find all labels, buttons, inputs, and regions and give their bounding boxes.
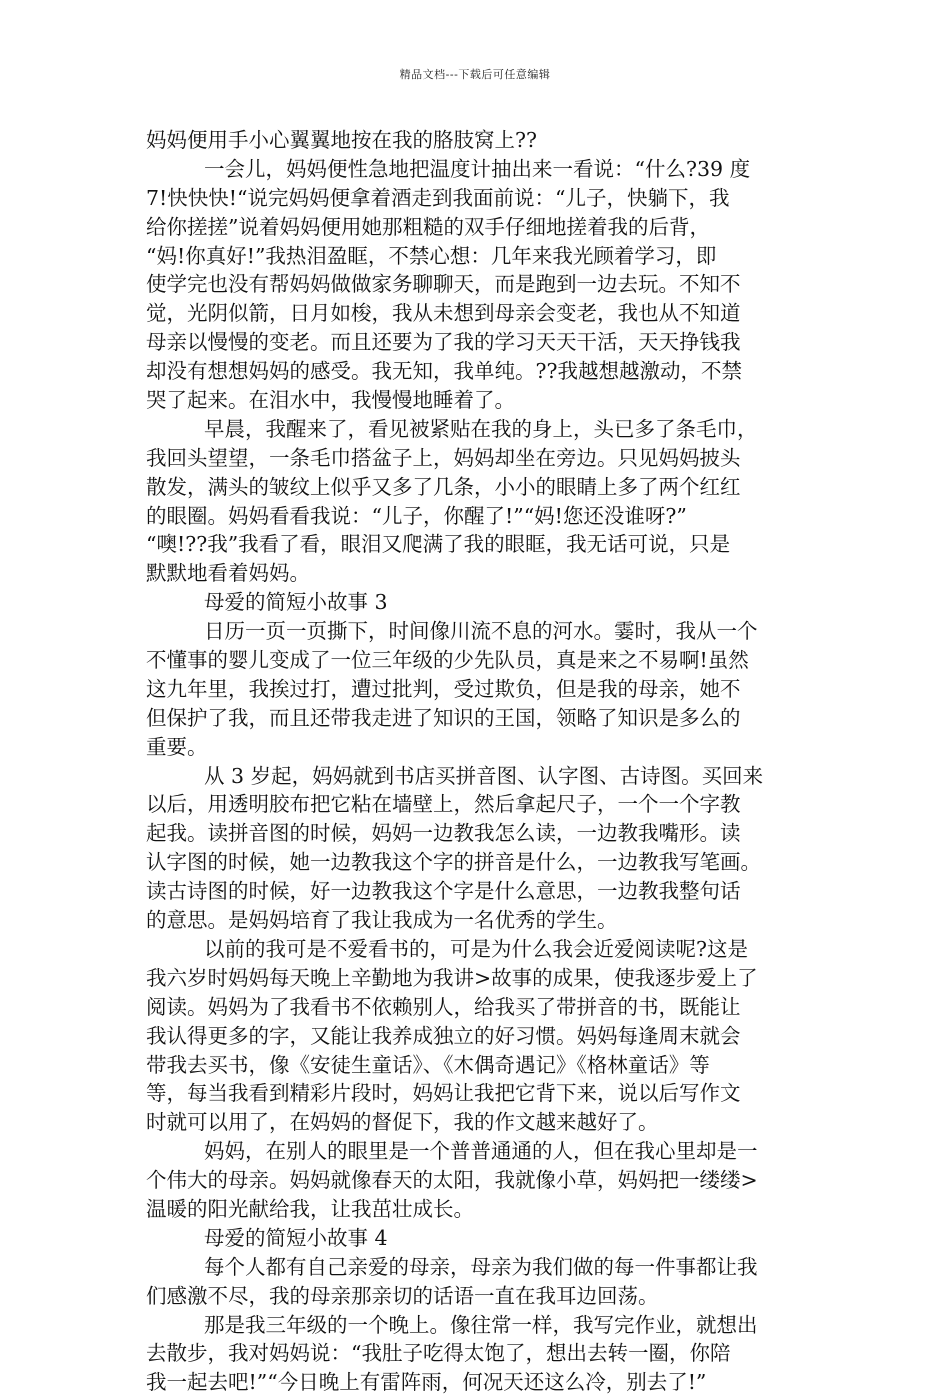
text-line: 觉，光阴似箭，日月如梭，我从未想到母亲会变老，我也从不知道	[146, 301, 741, 326]
text-line: 却没有想想妈妈的感受。我无知，我单纯。??我越想越激动，不禁	[146, 359, 742, 384]
text-line: 7!快快快!“说完妈妈便拿着酒走到我面前说：“儿子，快躺下，我	[146, 185, 730, 210]
text-line: 我六岁时妈妈每天晚上辛勤地为我讲>故事的成果，使我逐步爱上了	[146, 965, 758, 990]
text-line: 使学完也没有帮妈妈做做家务聊聊天，而是跑到一边去玩。不知不	[146, 272, 741, 297]
text-line: 给你搓搓”说着妈妈便用她那粗糙的双手仔细地搓着我的后背，	[146, 214, 710, 239]
document-body	[146, 126, 806, 1397]
text-line: 这九年里，我挨过打，遭过批判，受过欺负，但是我的母亲，她不	[146, 676, 741, 701]
text-line: 早晨，我醒来了，看见被紧贴在我的身上，头已多了条毛巾，	[204, 416, 758, 441]
text-line: 母亲以慢慢的变老。而且还要为了我的学习天天干活，天天挣钱我	[146, 330, 741, 355]
text-line: 起我。读拼音图的时候，妈妈一边教我怎么读，一边教我嘴形。读	[146, 821, 741, 846]
text-line: 个伟大的母亲。妈妈就像春天的太阳，我就像小草，妈妈把一缕缕>	[146, 1168, 758, 1193]
text-line: “噢!??我”我看了看，眼泪又爬满了我的眼眶，我无话可说，只是	[146, 532, 731, 557]
text-line: 母爱的简短小故事 4	[204, 1225, 388, 1250]
text-line: 那是我三年级的一个晚上。像往常一样，我写完作业，就想出	[204, 1312, 758, 1337]
page-header: 精品文档---下载后可任意编辑	[399, 68, 551, 81]
text-line: 温暖的阳光献给我，让我茁壮成长。	[146, 1196, 474, 1221]
text-line: 但保护了我，而且还带我走进了知识的王国，领略了知识是多么的	[146, 705, 741, 730]
text-line: 默默地看着妈妈。	[146, 561, 310, 586]
text-line: “妈!你真好!”我热泪盈眶，不禁心想：几年来我光顾着学习，即	[146, 243, 717, 268]
text-line: 一会儿，妈妈便性急地把温度计抽出来一看说：“什么?39 度	[204, 156, 751, 181]
text-line: 时就可以用了，在妈妈的督促下，我的作文越来越好了。	[146, 1110, 659, 1135]
text-line: 我一起去吧!”“今日晚上有雷阵雨，何况天还这么冷，别去了!”	[146, 1370, 707, 1395]
text-line: 们感激不尽，我的母亲那亲切的话语一直在我耳边回荡。	[146, 1283, 659, 1308]
text-line: 等，每当我看到精彩片段时，妈妈让我把它背下来，说以后写作文	[146, 1081, 741, 1106]
text-line: 去散步，我对妈妈说：“我肚子吃得太饱了，想出去转一圈，你陪	[146, 1341, 731, 1366]
text-line: 母爱的简短小故事 3	[204, 590, 388, 615]
text-line: 散发，满头的皱纹上似乎又多了几条，小小的眼睛上多了两个红红	[146, 474, 741, 499]
text-line: 日历一页一页撕下，时间像川流不息的河水。霎时，我从一个	[204, 619, 758, 644]
text-line: 妈妈，在别人的眼里是一个普普通通的人，但在我心里却是一	[204, 1139, 758, 1164]
text-line: 读古诗图的时候，好一边教我这个字是什么意思，一边教我整句话	[146, 879, 741, 904]
text-line: 妈妈便用手小心翼翼地按在我的胳肢窝上??	[146, 128, 537, 152]
text-line: 从 3 岁起，妈妈就到书店买拼音图、认字图、古诗图。买回来	[204, 763, 764, 788]
text-line: 每个人都有自己亲爱的母亲，母亲为我们做的每一件事都让我	[204, 1254, 758, 1279]
text-line: 阅读。妈妈为了我看书不依赖别人，给我买了带拼音的书，既能让	[146, 994, 741, 1019]
text-line: 以前的我可是不爱看书的，可是为什么我会近爱阅读呢?这是	[204, 936, 748, 961]
text-line: 的眼圈。妈妈看看我说：“儿子，你醒了!”“妈!您还没谁呀?”	[146, 503, 687, 528]
text-line: 带我去买书，像《安徒生童话》、《木偶奇遇记》《格林童话》等	[146, 1052, 710, 1077]
text-line: 认字图的时候，她一边教我这个字的拼音是什么，一边教我写笔画。	[146, 850, 761, 875]
text-line: 重要。	[146, 734, 208, 759]
text-line: 我回头望望，一条毛巾搭盆子上，妈妈却坐在旁边。只见妈妈披头	[146, 445, 741, 470]
text-line: 的意思。是妈妈培育了我让我成为一名优秀的学生。	[146, 908, 618, 933]
text-line: 以后，用透明胶布把它粘在墙壁上，然后拿起尺子，一个一个字教	[146, 792, 741, 817]
text-line: 哭了起来。在泪水中，我慢慢地睡着了。	[146, 388, 515, 413]
text-line: 我认得更多的字，又能让我养成独立的好习惯。妈妈每逢周末就会	[146, 1023, 741, 1048]
text-line: 不懂事的婴儿变成了一位三年级的少先队员，真是来之不易啊!虽然	[146, 648, 749, 673]
